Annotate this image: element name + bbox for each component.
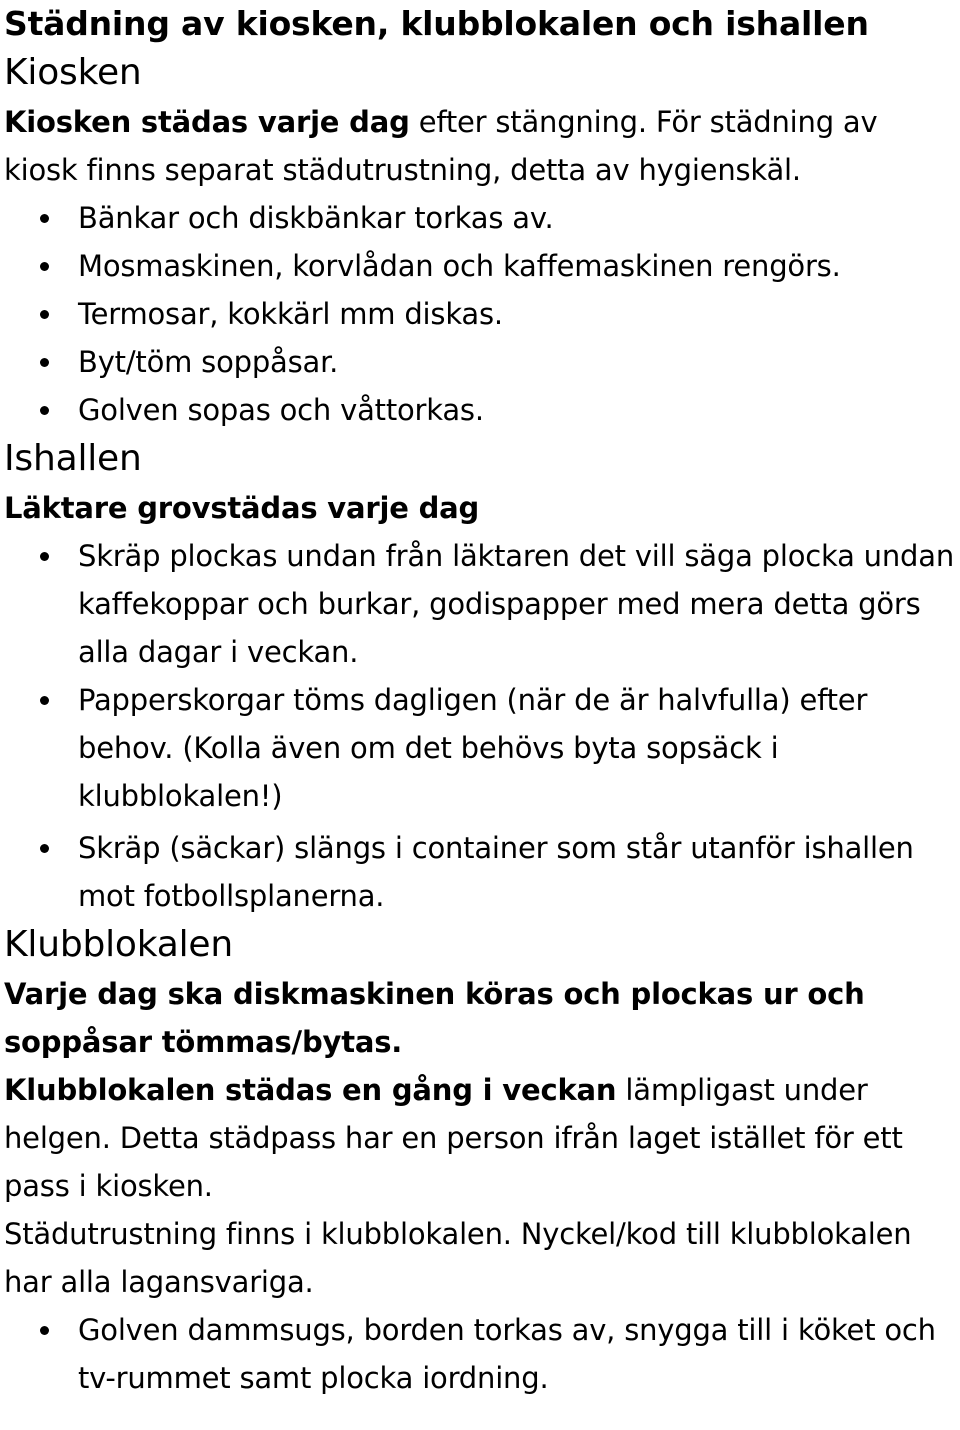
list-item	[4, 532, 956, 676]
list-item	[4, 1306, 956, 1402]
list-item-text: Skräp plockas undan från läktaren det vill säga plocka undan kaffekoppar och burkar, godispapper med mera detta görs alla dagar i veckan.	[78, 539, 954, 669]
list-item-text: Golven dammsugs, borden torkas av, snygga till i köket och tv-rummet samt plocka iordning.	[78, 1313, 936, 1395]
section-klubblokalen	[4, 920, 956, 1402]
klubblokalen-bullet-list	[4, 1306, 956, 1402]
list-item-text: Skräp (säckar) slängs i container som står utanför ishallen mot fotbollsplanerna.	[78, 831, 914, 913]
list-item-text: Termosar, kokkärl mm diskas.	[78, 297, 503, 331]
klubblokalen-weekly-text: lämpligast under helgen. Detta städpass har en person ifrån laget istället för ett pass i kiosken.	[4, 1073, 903, 1203]
list-item	[4, 338, 956, 386]
list-item-text: Golven sopas och våttorkas.	[78, 393, 484, 427]
section-ishallen	[4, 434, 956, 920]
bullet-dot-icon	[40, 406, 49, 415]
list-item	[4, 676, 956, 820]
list-item-text: Bänkar och diskbänkar torkas av.	[78, 201, 554, 235]
section-heading-klubblokalen: Klubblokalen	[4, 924, 233, 965]
bullet-dot-icon	[40, 214, 49, 223]
section-kiosken	[4, 48, 956, 434]
list-item	[4, 194, 956, 242]
list-item-text: Mosmaskinen, korvlådan och kaffemaskinen rengörs.	[78, 249, 841, 283]
bullet-dot-icon	[40, 552, 49, 561]
list-item	[4, 290, 956, 338]
list-item	[4, 824, 956, 920]
list-item-text: Papperskorgar töms dagligen (när de är halvfulla) efter behov. (Kolla även om det behövs byta sopsäck i klubblokalen!)	[78, 683, 868, 813]
kiosken-bullet-list	[4, 194, 956, 434]
bullet-dot-icon	[40, 696, 49, 705]
bullet-dot-icon	[40, 358, 49, 367]
bullet-dot-icon	[40, 1326, 49, 1335]
klubblokalen-weekly	[4, 1066, 956, 1210]
klubblokalen-weekly-bold: Klubblokalen städas en gång i veckan	[4, 1073, 617, 1107]
document-title: Städning av kiosken, klubblokalen och ishallen	[4, 4, 869, 43]
kiosken-intro-bold: Kiosken städas varje dag	[4, 105, 410, 139]
list-item-text: Byt/töm soppåsar.	[78, 345, 339, 379]
list-item	[4, 386, 956, 434]
list-item	[4, 242, 956, 290]
klubblokalen-equipment: Städutrustning finns i klubblokalen. Nyckel/kod till klubblokalen har alla lagansvariga.	[4, 1217, 912, 1299]
klubblokalen-daily: Varje dag ska diskmaskinen köras och plockas ur och soppåsar tömmas/bytas.	[4, 977, 865, 1059]
section-heading-ishallen: Ishallen	[4, 438, 142, 479]
kiosken-intro	[4, 98, 956, 194]
ishallen-bullet-list	[4, 532, 956, 920]
bullet-dot-icon	[40, 844, 49, 853]
ishallen-intro-bold: Läktare grovstädas varje dag	[4, 491, 480, 525]
section-heading-kiosken: Kiosken	[4, 52, 142, 93]
kiosken-intro-text: efter stängning. För städning av kiosk finns separat städutrustning, detta av hygienskäl.	[4, 105, 878, 187]
bullet-dot-icon	[40, 310, 49, 319]
bullet-dot-icon	[40, 262, 49, 271]
